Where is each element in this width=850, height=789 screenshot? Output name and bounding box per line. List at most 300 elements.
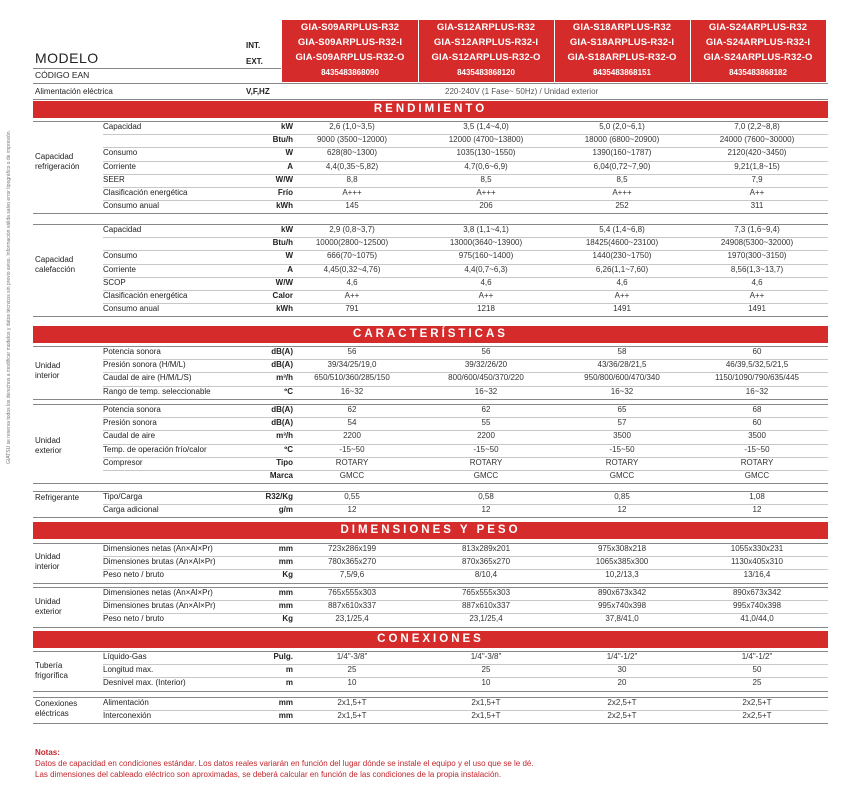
section-header-caracteristicas: CARACTERÍSTICAS <box>33 326 828 343</box>
table-row <box>103 359 828 372</box>
cell-value: 60 <box>752 418 762 428</box>
cell-value: 68 <box>752 405 762 414</box>
cell-value: 1150/1090/790/635/445 <box>715 373 799 383</box>
cell-value: 16~32 <box>340 386 364 396</box>
cell-value: 10,2/13,3 <box>605 570 639 580</box>
cell-value: 10000(2800~12500) <box>315 238 389 248</box>
cell-value: 995x740x398 <box>597 601 647 611</box>
table-row <box>103 277 828 290</box>
row-unit: Pulg. <box>273 652 293 661</box>
row-label: Consumo anual <box>103 201 160 211</box>
cell-value: 890x673x342 <box>732 588 782 597</box>
row-label: Compresor <box>103 457 143 467</box>
cell-value: 0,58 <box>478 492 494 501</box>
model-int: GIA-S24ARPLUS-R32-I <box>705 37 811 48</box>
divider <box>33 99 828 100</box>
row-unit: m <box>285 665 293 675</box>
row-label: Rango de temp. seleccionable <box>103 386 211 396</box>
cell-value: 813x289x201 <box>461 544 511 553</box>
divider <box>33 483 828 484</box>
row-label: Consumo anual <box>103 304 160 314</box>
cell-value: 1440(230~1750) <box>592 251 652 261</box>
row-label: Alimentación <box>103 698 149 707</box>
table-row <box>103 556 828 569</box>
cell-value: 252 <box>615 201 629 211</box>
row-label: Líquido-Gas <box>103 652 147 661</box>
table-row <box>103 187 828 200</box>
cell-value: GMCC <box>744 471 770 480</box>
row-unit: kW <box>281 122 293 131</box>
model-name: GIA-S12ARPLUS-R32 <box>436 22 536 33</box>
cell-value: 1/4"-3/8" <box>470 652 502 661</box>
header-separator <box>690 20 691 82</box>
group-label-refrigeracion: Capacidad refrigeración <box>35 152 80 171</box>
cell-value: 3,8 (1,1~4,1) <box>463 225 509 234</box>
cell-value: 870x365x270 <box>461 557 511 567</box>
cell-value: 8/10,4 <box>474 570 498 580</box>
cell-value: A+++ <box>342 188 362 197</box>
row-unit: Marca <box>269 471 293 480</box>
cell-value: 39/32/26/20 <box>464 360 508 370</box>
table-row <box>103 161 828 174</box>
row-label: Potencia sonora <box>103 405 161 414</box>
table-row <box>103 147 828 160</box>
cell-value: 16~32 <box>610 386 634 396</box>
cell-value: 1130x405x310 <box>731 557 783 567</box>
table-row <box>103 237 828 250</box>
cell-value: 20 <box>617 678 627 688</box>
divider <box>33 83 828 84</box>
row-unit: mm <box>278 698 293 707</box>
row-label: Caudal de aire <box>103 431 156 441</box>
row-label: Interconexión <box>103 711 152 721</box>
cell-value: 6,26(1,1~7,60) <box>595 264 649 274</box>
table-row <box>103 677 828 690</box>
model-ean: 8435483868090 <box>321 68 379 77</box>
model-ext: GIA-S09ARPLUS-R32-O <box>295 52 405 63</box>
cell-value: 39/34/25/19,0 <box>327 360 377 370</box>
cell-value: 62 <box>481 405 491 414</box>
cell-value: 666(70~1075) <box>326 251 378 261</box>
section-header-rendimiento: RENDIMIENTO <box>33 101 828 118</box>
cell-value: 8,5 <box>616 174 628 184</box>
cell-value: 9,21(1,8~15) <box>734 161 780 171</box>
row-unit: R32/Kg <box>265 492 293 501</box>
cell-value: 13/16,4 <box>743 570 771 580</box>
cell-value: 2x2,5+T <box>607 698 637 707</box>
cell-value: 2x1,5+T <box>337 698 367 707</box>
cell-value: 1055x330x231 <box>730 544 784 553</box>
cell-value: ROTARY <box>335 457 369 467</box>
model-int: GIA-S18ARPLUS-R32-I <box>569 37 675 48</box>
row-unit: g/m <box>278 505 293 515</box>
cell-value: 2x2,5+T <box>742 698 772 707</box>
cell-value: A++ <box>344 291 360 300</box>
cell-value: 1970(300~3150) <box>727 251 787 261</box>
group-label-tuberia: Tubería frigorífica <box>35 661 68 680</box>
row-label: Consumo <box>103 148 138 158</box>
cell-value: 16~32 <box>745 386 769 396</box>
table-row <box>103 290 828 303</box>
cell-value: 57 <box>617 418 627 428</box>
cell-value: 975(160~1400) <box>458 251 514 261</box>
model-ean: 8435483868151 <box>593 68 651 77</box>
cell-value: 7,9 <box>751 174 763 184</box>
row-label: Capacidad <box>103 122 142 131</box>
cell-value: 12 <box>347 505 357 515</box>
group-label-dim_interior: Unidad interior <box>35 552 61 571</box>
model-header-cell <box>282 20 418 82</box>
row-unit: mm <box>278 557 293 567</box>
row-unit: ºC <box>284 386 293 396</box>
model-int: GIA-S09ARPLUS-R32-I <box>297 37 403 48</box>
row-unit: W <box>285 148 293 158</box>
header-separator <box>554 20 555 82</box>
row-unit: A <box>287 161 293 171</box>
cell-value: 18000 (6800~20900) <box>584 135 660 145</box>
cell-value: 65 <box>617 405 627 414</box>
row-label: Dimensiones netas (An×Al×Pr) <box>103 544 213 553</box>
cell-value: 18425(4600~23100) <box>585 238 659 248</box>
table-row <box>103 587 828 600</box>
cell-value: 995x740x398 <box>732 601 782 611</box>
cell-value: 2x1,5+T <box>471 698 501 707</box>
cell-value: 37,8/41,0 <box>605 614 639 624</box>
group-label-refrigerante: Refrigerante <box>35 493 80 502</box>
cell-value: GMCC <box>609 471 635 480</box>
cell-value: GMCC <box>473 471 499 480</box>
cell-value: ROTARY <box>740 457 774 467</box>
cell-value: 975x308x218 <box>597 544 647 553</box>
cell-value: ROTARY <box>605 457 639 467</box>
cell-value: 7,5/9,6 <box>339 570 365 580</box>
cell-value: 1218 <box>477 304 495 314</box>
cell-value: 8,8 <box>346 174 358 184</box>
cell-value: 1390(160~1787) <box>592 148 652 158</box>
model-ean: 8435483868120 <box>457 68 515 77</box>
cell-value: A++ <box>614 291 630 300</box>
cell-value: 1,08 <box>749 492 765 501</box>
group-label-interior: Unidad interior <box>35 361 61 380</box>
cell-value: 43/36/28/21,5 <box>597 360 647 370</box>
cell-value: 0,55 <box>344 492 360 501</box>
cell-value: 58 <box>617 347 627 356</box>
cell-value: 4,7(0,6~6,9) <box>464 161 508 171</box>
table-row <box>103 664 828 677</box>
cell-value: 2200 <box>477 431 495 441</box>
cell-value: 3,5 (1,4~4,0) <box>463 122 509 131</box>
cell-value: 2120(420~3450) <box>727 148 787 158</box>
cell-value: 3500 <box>613 431 631 441</box>
row-label: Presión sonora (H/M/L) <box>103 360 186 370</box>
notes <box>35 747 534 780</box>
cell-value: 2x2,5+T <box>742 711 772 721</box>
cell-value: 628(80~1300) <box>326 148 378 158</box>
table-row <box>103 569 828 582</box>
model-ext: GIA-S12ARPLUS-R32-O <box>431 52 541 63</box>
model-name: GIA-S18ARPLUS-R32 <box>572 22 672 33</box>
table-row <box>103 444 828 457</box>
cell-value: 60 <box>752 347 762 356</box>
row-label: Clasificación energética <box>103 188 188 197</box>
row-unit: Kg <box>282 614 293 624</box>
cell-value: 2,9 (0,8~3,7) <box>329 225 375 234</box>
row-label: Caudal de aire (H/M/L/S) <box>103 373 192 383</box>
table-row <box>103 600 828 613</box>
row-unit: dB(A) <box>271 405 293 414</box>
cell-value: 1035(130~1550) <box>456 148 516 158</box>
row-label: Carga adicional <box>103 505 159 515</box>
row-unit: Btu/h <box>272 238 293 248</box>
row-label: SCOP <box>103 277 126 287</box>
cell-value: 765x555x303 <box>461 588 511 597</box>
row-label: Presión sonora <box>103 418 157 428</box>
cell-value: 1/4"-1/2" <box>741 652 773 661</box>
notes-line: Datos de capacidad en condiciones estándar. Los datos reales variarán en función del lugar dónde se instale el equipo y el uso que se le dé. <box>35 759 534 768</box>
row-unit: Btu/h <box>272 135 293 145</box>
row-unit: kWh <box>276 201 293 211</box>
row-unit: Tipo <box>276 457 293 467</box>
cell-value: -15~50 <box>609 444 635 454</box>
row-label: Capacidad <box>103 225 142 234</box>
cell-value: -15~50 <box>473 444 499 454</box>
cell-value: 206 <box>479 201 493 211</box>
table-row <box>103 697 828 710</box>
table-row <box>103 386 828 399</box>
table-row <box>103 470 828 483</box>
cell-value: 46/39,5/32,5/21,5 <box>725 360 789 370</box>
section-header-conexiones: CONEXIONES <box>33 631 828 648</box>
row-label: Tipo/Carga <box>103 492 143 501</box>
cell-value: -15~50 <box>744 444 770 454</box>
cell-value: 4,4(0,35~5,82) <box>325 161 379 171</box>
cell-value: 23,1/25,4 <box>335 614 369 624</box>
cell-value: 41,0/44,0 <box>740 614 774 624</box>
cell-value: 887x610x337 <box>327 601 377 611</box>
cell-value: 54 <box>347 418 357 428</box>
cell-value: -15~50 <box>339 444 365 454</box>
row-unit: m³/h <box>276 373 293 383</box>
row-unit: W/W <box>275 277 293 287</box>
cell-value: ROTARY <box>469 457 503 467</box>
table-row <box>103 543 828 556</box>
row-label: Dimensiones netas (An×Al×Pr) <box>103 588 213 597</box>
cell-value: 650/510/360/285/150 <box>314 373 390 383</box>
cell-value: 10 <box>347 678 357 688</box>
cell-value: 791 <box>345 304 359 314</box>
table-row <box>103 651 828 664</box>
model-header-cell <box>690 20 826 82</box>
ext-label: EXT. <box>246 57 263 66</box>
cell-value: 887x610x337 <box>461 601 511 611</box>
cell-value: 1491 <box>613 304 631 314</box>
power-value: 220-240V (1 Fase~ 50Hz) / Unidad exterior <box>445 87 599 96</box>
table-row <box>103 250 828 263</box>
cell-value: 55 <box>481 418 491 428</box>
table-row <box>103 121 828 134</box>
cell-value: 23,1/25,4 <box>469 614 503 624</box>
table-row <box>103 613 828 626</box>
side-disclaimer: GIATSU se reserva todos los derechos a modificar modelos y datos técnicos sin previo aviso. Información válida salvo error tipográfico o de impresión. <box>6 130 12 464</box>
row-unit: ºC <box>284 444 293 454</box>
cell-value: 890x673x342 <box>597 588 647 597</box>
cell-value: 2,6 (1,0~3,5) <box>329 122 375 131</box>
row-unit: W/W <box>275 174 293 184</box>
model-ean: 8435483868182 <box>729 68 787 77</box>
row-label: Corriente <box>103 161 136 171</box>
cell-value: 56 <box>481 347 491 356</box>
row-label: Longitud max. <box>103 665 154 675</box>
table-row <box>103 504 828 517</box>
cell-value: A++ <box>749 188 765 197</box>
table-row <box>103 710 828 723</box>
cell-value: 50 <box>752 665 762 675</box>
divider <box>33 68 281 69</box>
row-unit: mm <box>278 544 293 553</box>
group-label-exterior: Unidad exterior <box>35 436 62 455</box>
row-unit: m³/h <box>276 431 293 441</box>
int-label: INT. <box>246 41 261 50</box>
cell-value: 7,3 (1,6~9,4) <box>734 225 780 234</box>
cell-value: 25 <box>347 665 357 675</box>
cell-value: 4,6 <box>346 277 358 287</box>
page-title: MODELO <box>35 50 99 66</box>
row-label: Clasificación energética <box>103 291 188 300</box>
cell-value: 10 <box>481 678 491 688</box>
power-label: Alimentación eléctrica <box>35 87 113 96</box>
row-unit: Kg <box>282 570 293 580</box>
cell-value: 24908(5300~32000) <box>720 238 794 248</box>
row-unit: mm <box>278 588 293 597</box>
row-unit: mm <box>278 601 293 611</box>
divider <box>33 627 828 628</box>
cell-value: A++ <box>478 291 494 300</box>
ean-label: CÓDIGO EAN <box>35 70 90 80</box>
row-unit: A <box>287 264 293 274</box>
model-header-cell <box>554 20 690 82</box>
cell-value: GMCC <box>339 471 365 480</box>
cell-value: 950/800/600/470/340 <box>584 373 660 383</box>
cell-value: 4,6 <box>751 277 763 287</box>
group-label-dim_exterior: Unidad exterior <box>35 597 62 616</box>
row-unit: dB(A) <box>271 418 293 428</box>
cell-value: 4,6 <box>480 277 492 287</box>
cell-value: 5,0 (2,0~6,1) <box>599 122 645 131</box>
cell-value: 1491 <box>748 304 766 314</box>
cell-value: 12 <box>752 505 762 515</box>
model-ext: GIA-S24ARPLUS-R32-O <box>703 52 813 63</box>
row-label: Peso neto / bruto <box>103 570 164 580</box>
group-label-electricas: Conexiones eléctricas <box>35 699 78 718</box>
model-name: GIA-S09ARPLUS-R32 <box>300 22 400 33</box>
cell-value: 6,04(0,72~7,90) <box>593 161 651 171</box>
cell-value: 1065x385x300 <box>595 557 649 567</box>
cell-value: 765x555x303 <box>327 588 377 597</box>
row-unit: mm <box>278 711 293 721</box>
row-unit: kWh <box>276 304 293 314</box>
cell-value: 800/600/450/370/220 <box>448 373 524 383</box>
table-row <box>103 404 828 417</box>
cell-value: 7,0 (2,2~8,8) <box>734 122 780 131</box>
table-row <box>103 346 828 359</box>
power-supply-row <box>33 86 828 99</box>
model-name: GIA-S24ARPLUS-R32 <box>708 22 808 33</box>
table-row <box>103 224 828 237</box>
table-row <box>103 174 828 187</box>
row-label: Temp. de operación frío/calor <box>103 444 207 454</box>
cell-value: 4,45(0,32~4,76) <box>323 264 381 274</box>
cell-value: 780x365x270 <box>327 557 377 567</box>
cell-value: 2x1,5+T <box>471 711 501 721</box>
table-row <box>103 264 828 277</box>
power-unit: V,F,HZ <box>246 87 270 96</box>
cell-value: 25 <box>481 665 491 675</box>
row-label: Potencia sonora <box>103 347 161 356</box>
row-label: Consumo <box>103 251 138 261</box>
cell-value: 2x1,5+T <box>337 711 367 721</box>
table-row <box>103 303 828 316</box>
cell-value: 4,4(0,7~6,3) <box>464 264 508 274</box>
cell-value: 2200 <box>343 431 361 441</box>
cell-value: 1/4"-3/8" <box>336 652 368 661</box>
table-row <box>103 134 828 147</box>
row-label: Corriente <box>103 264 136 274</box>
row-label: Peso neto / bruto <box>103 614 164 624</box>
cell-value: 8,5 <box>480 174 492 184</box>
table-row <box>103 430 828 443</box>
table-row <box>103 417 828 430</box>
row-unit: dB(A) <box>271 360 293 370</box>
row-label: SEER <box>103 174 125 184</box>
row-label: Desnivel max. (Interior) <box>103 678 186 688</box>
row-unit: dB(A) <box>271 347 293 356</box>
cell-value: 16~32 <box>474 386 498 396</box>
cell-value: 0,85 <box>614 492 630 501</box>
model-int: GIA-S12ARPLUS-R32-I <box>433 37 539 48</box>
model-header-cell <box>418 20 554 82</box>
section-header-dimensiones: DIMENSIONES Y PESO <box>33 522 828 539</box>
divider <box>33 691 828 692</box>
table-row <box>103 491 828 504</box>
divider <box>33 583 828 584</box>
cell-value: 9000 (3500~12000) <box>316 135 388 145</box>
row-unit: Calor <box>272 291 293 300</box>
table-row <box>103 372 828 385</box>
cell-value: A+++ <box>476 188 496 197</box>
table-row <box>103 200 828 213</box>
cell-value: 12 <box>481 505 491 515</box>
divider <box>33 399 828 400</box>
row-unit: W <box>285 251 293 261</box>
cell-value: 2x2,5+T <box>607 711 637 721</box>
row-unit: kW <box>281 225 293 234</box>
cell-value: 62 <box>347 405 357 414</box>
cell-value: 24000 (7600~30000) <box>719 135 795 145</box>
cell-value: 3500 <box>748 431 766 441</box>
cell-value: 311 <box>750 201 764 211</box>
cell-value: 12 <box>617 505 627 515</box>
cell-value: A++ <box>749 291 765 300</box>
cell-value: 5,4 (1,4~6,8) <box>599 225 645 234</box>
model-ext: GIA-S18ARPLUS-R32-O <box>567 52 677 63</box>
cell-value: 30 <box>617 665 627 675</box>
cell-value: 4,6 <box>616 277 628 287</box>
cell-value: 8,56(1,3~13,7) <box>730 264 784 274</box>
notes-title: Notas: <box>35 748 60 757</box>
table-row <box>103 457 828 470</box>
row-unit: m <box>285 678 293 688</box>
cell-value: 1/4"-1/2" <box>606 652 638 661</box>
